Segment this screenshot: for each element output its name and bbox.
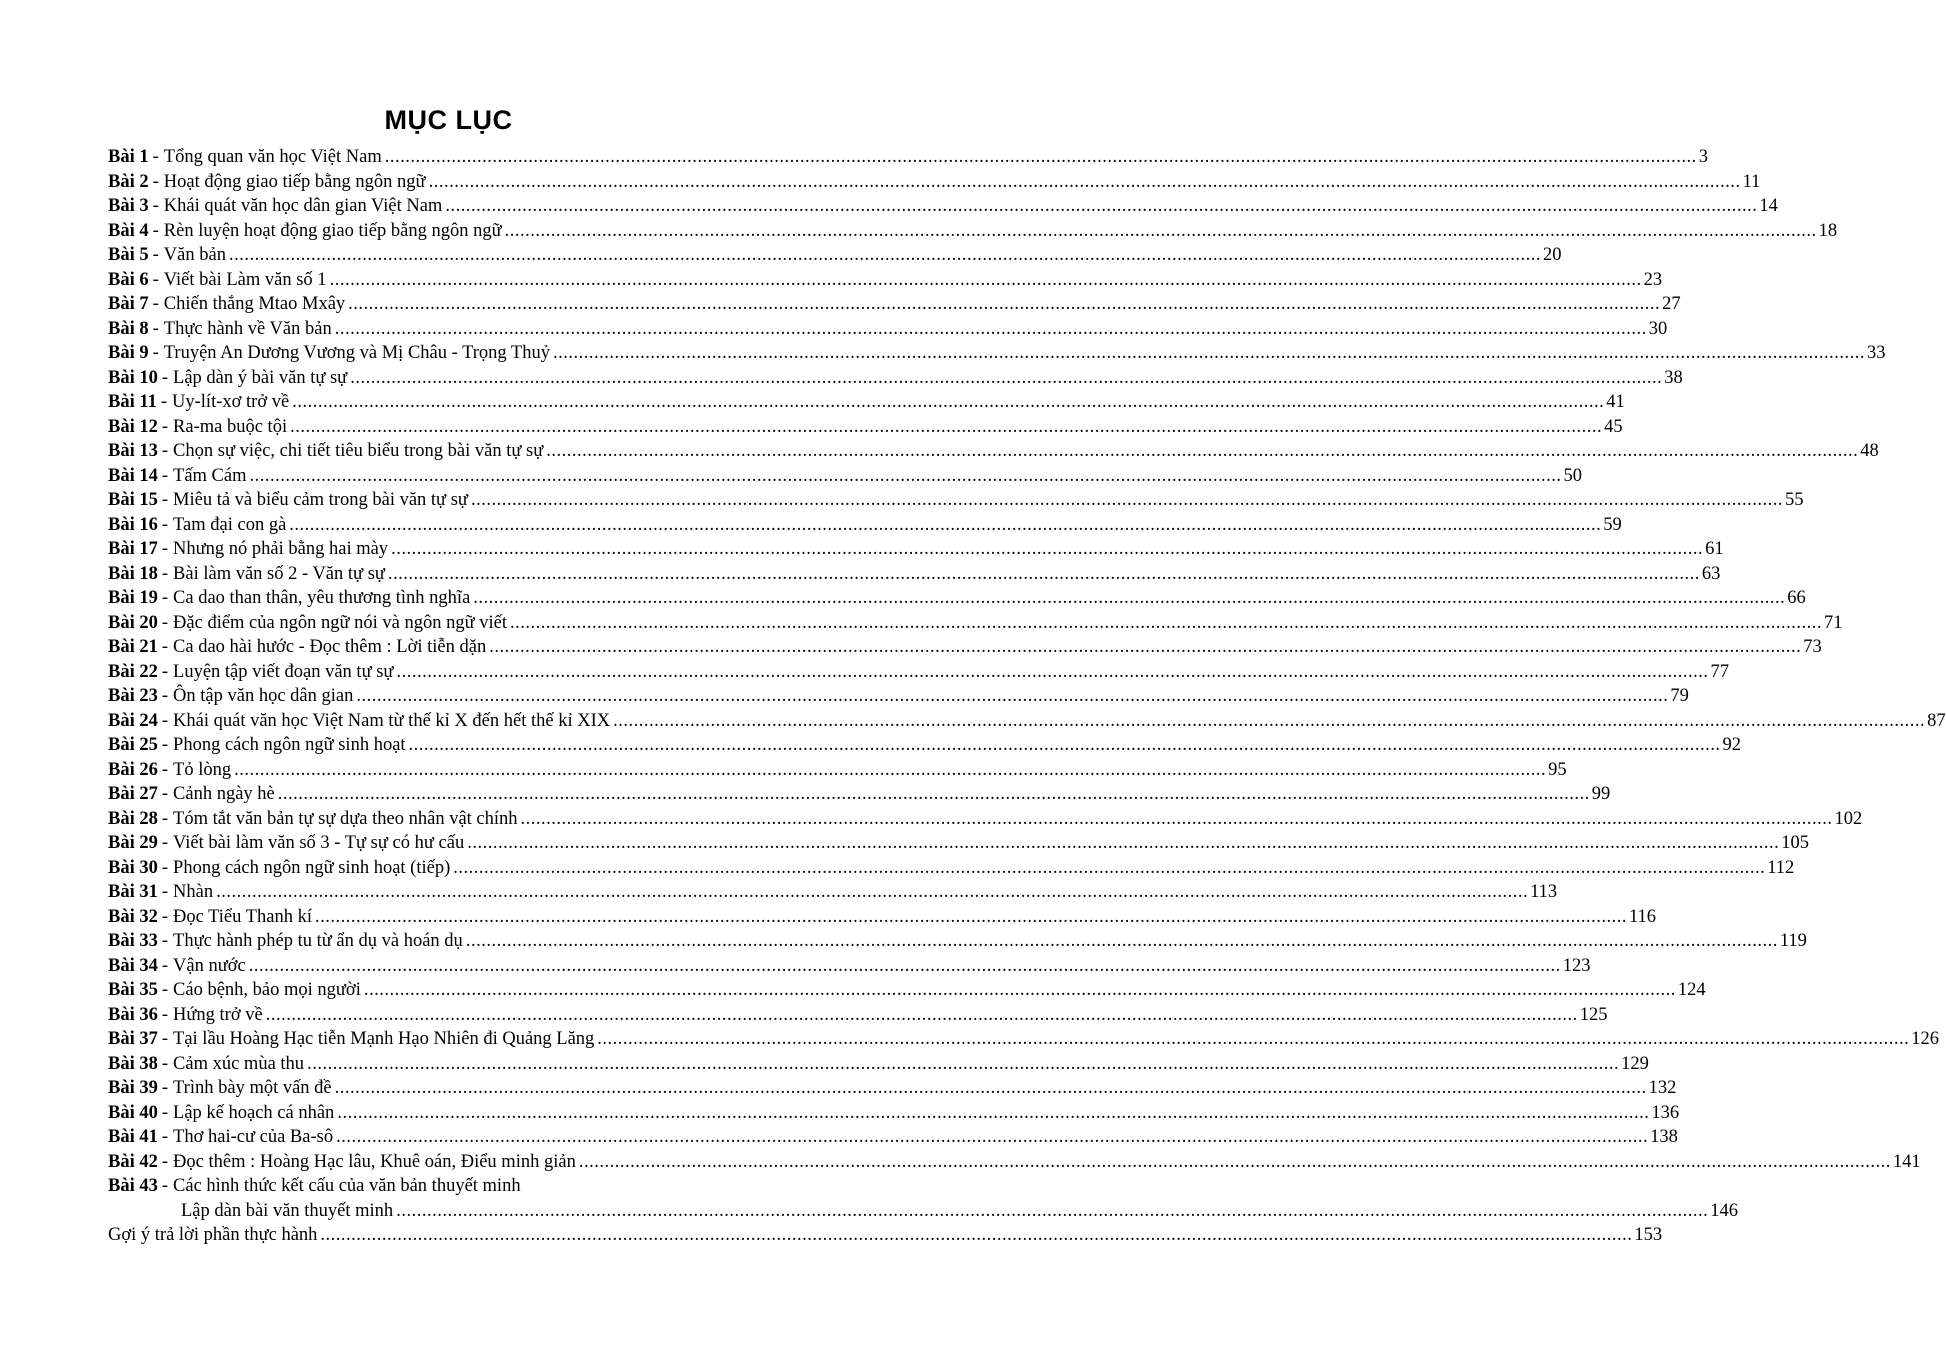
toc-leader-dots [320,1223,1632,1248]
toc-entry-page: 18 [1818,220,1838,241]
toc-leader-dots [289,513,1601,538]
toc-entry-title: Cáo bệnh, bảo mọi người [173,980,361,1000]
toc-entry-number: Bài 2 [108,171,149,192]
toc-leader-dots [396,1199,1708,1224]
toc-leader-dots [429,170,1741,195]
toc-entry-separator: - [152,196,159,216]
toc-entry-page: 138 [1650,1127,1678,1147]
toc-entry-number: Bài 3 [108,196,149,216]
toc-entry-page: 132 [1648,1078,1677,1098]
toc-entry-title: Chiến thắng Mtao Mxây [163,294,346,314]
toc-entry-title: Lập dàn ý bài văn tự sự [173,367,348,388]
toc-leader-dots [234,758,1546,783]
toc-entry-number: Bài 38 [108,1053,158,1074]
toc-entry [108,758,1567,783]
toc-entry [108,709,1946,734]
toc-entry-43 [108,1174,1738,1223]
toc-entry-number: Bài 40 [108,1102,158,1123]
toc-entry [108,390,1625,415]
toc-entry-title: Miêu tả và biểu cảm trong bài văn tự sự [173,490,468,510]
toc-entry-number: Bài 6 [108,269,149,290]
toc-entry-number: Bài 36 [108,1004,158,1025]
toc-leader-dots [250,464,1562,489]
toc-leader-dots [467,831,1779,856]
toc-leader-dots [385,145,1697,170]
toc-entry [108,366,1683,391]
toc-entry [108,1003,1608,1028]
toc-entry-separator: - [161,833,169,853]
toc-leader-dots [307,1052,1619,1077]
toc-entry-separator: - [161,931,169,951]
toc-leader-dots [409,733,1721,758]
toc-leader-dots [453,856,1765,881]
toc-entry-title: Rèn luyện hoạt động giao tiếp bằng ngôn ngữ [163,220,502,241]
toc-entry-page: 92 [1722,735,1742,755]
toc-entry-page: 123 [1562,955,1591,976]
toc-entry [108,807,1863,832]
toc-entry-page: 113 [1530,882,1558,902]
toc-entry-page: 129 [1621,1053,1649,1074]
toc-entry [108,170,1761,195]
toc-entry-number: Bài 11 [108,392,157,412]
toc-entry-separator: - [161,735,169,755]
toc-entry-number: Bài 35 [108,980,158,1000]
toc-leader-dots [336,1125,1648,1150]
toc-entry-title: Chọn sự việc, chi tiết tiêu biểu trong bài văn tự sự [173,441,544,461]
toc-entry-title: Ca dao hài hước - Đọc thêm : Lời tiễn dặn [173,637,487,657]
toc-entry-separator: - [161,465,169,486]
toc-entry-title: Uy-lít-xơ trở về [172,392,290,412]
toc-entry-title: Viết bài Làm văn số 1 [163,269,327,290]
toc-entry-title: Đọc Tiểu Thanh kí [173,906,312,927]
toc-entry-separator: - [161,906,169,927]
toc-entry-page: 3 [1698,147,1708,167]
toc-entry-title: Ôn tập văn học dân gian [173,686,354,706]
toc-leader-dots [292,390,1604,415]
toc-entry-number: Bài 37 [108,1029,158,1049]
toc-entry-number: Bài 5 [108,245,149,265]
toc-entry-page: 99 [1591,784,1611,804]
toc-entry-separator: - [161,441,169,461]
toc-entry-title: Viết bài làm văn số 3 - Tự sự có hư cấu [173,833,465,853]
toc-entry-title: Phong cách ngôn ngữ sinh hoạt [173,735,406,755]
toc-leader-dots [330,268,1642,293]
toc-entry-page: 146 [1710,1200,1738,1221]
toc-entry-separator: - [161,416,169,437]
toc-entry [108,1076,1677,1101]
toc-entry-title: Đặc điểm của ngôn ngữ nói và ngôn ngữ viết [173,612,507,633]
toc-entry-final [108,1223,1663,1248]
toc-entry [108,1101,1680,1126]
toc-leader-dots [348,292,1660,317]
toc-leader-dots [350,366,1662,391]
toc-entry-number: Bài 18 [108,563,158,584]
toc-entry-page: 38 [1664,367,1683,388]
toc-leader-dots [505,219,1817,244]
toc-entry-separator: - [161,1102,169,1123]
toc-entry-number: Bài 20 [108,612,158,633]
toc-entry-title: Gợi ý trả lời phần thực hành [108,1225,318,1245]
toc-leader-dots [290,415,1602,440]
toc-entry [108,831,1809,856]
toc-entry-separator: - [161,1004,169,1025]
toc-leader-dots [471,488,1783,513]
toc-entry-title: Khái quát văn học dân gian Việt Nam [163,196,443,216]
toc-entry [108,243,1562,268]
toc-entry-separator: - [161,1053,169,1074]
toc-entry-page: 102 [1834,808,1863,829]
toc-entry-separator: - [152,294,159,314]
toc-entry-number: Bài 9 [108,343,149,363]
toc-entry [108,292,1681,317]
toc-entry-separator: - [161,1029,169,1049]
toc-entry-page: 77 [1710,661,1729,682]
toc-entry-separator: - [161,1151,169,1172]
toc-entry [108,562,1721,587]
toc-leader-dots [553,341,1865,366]
toc-entry-number: Bài 24 [108,710,158,731]
toc-entry-page: 30 [1648,318,1668,339]
toc-entry [108,464,1582,489]
toc-leader-dots [489,635,1801,660]
toc-leader-dots [216,880,1528,905]
toc-entry-page: 61 [1705,539,1724,559]
toc-entry [108,856,1795,881]
toc-leader-dots [445,194,1757,219]
table-of-contents [108,145,1946,1248]
toc-entry-page: 125 [1579,1004,1608,1025]
toc-leader-dots [335,317,1647,342]
toc-entry-title: Bài làm văn số 2 - Văn tự sự [173,563,385,584]
toc-entry-title: Tấm Cám [173,465,247,486]
toc-entry [108,268,1663,293]
toc-entry-separator: - [161,539,169,559]
toc-entry-page: 50 [1563,465,1582,486]
toc-entry-title: Tổng quan văn học Việt Nam [163,147,382,167]
toc-entry-number: Bài 41 [108,1127,158,1147]
toc-entry-title: Ca dao than thân, yêu thương tình nghĩa [173,588,471,608]
toc-entry-number: Bài 10 [108,367,158,388]
toc-entry-page: 105 [1781,833,1809,853]
toc-entry-separator: - [161,514,169,535]
toc-entry [108,219,1838,244]
toc-entry-title: Các hình thức kết cấu của văn bản thuyết minh [173,1176,521,1196]
toc-entry [108,415,1623,440]
toc-entry [108,684,1689,709]
toc-entry [108,194,1778,219]
toc-entry-number: Bài 22 [108,661,158,682]
toc-leader-dots [337,1101,1649,1126]
toc-entry-number: Bài 21 [108,637,158,657]
toc-leader-dots [356,684,1668,709]
toc-entry-separator: - [161,857,169,878]
toc-entry-number: Bài 31 [108,882,158,902]
toc-entry-page: 66 [1787,588,1806,608]
toc-entry-separator: - [161,882,169,902]
toc-leader-dots [229,243,1541,268]
toc-entry-title: Phong cách ngôn ngữ sinh hoạt (tiếp) [173,857,451,878]
toc-entry-title: Cảm xúc mùa thu [173,1053,305,1074]
toc-entry-separator: - [161,759,169,780]
toc-entry [108,978,1706,1003]
toc-entry [108,1150,1921,1175]
toc-entry [108,733,1742,758]
toc-entry-separator: - [160,392,168,412]
toc-entry [108,611,1843,636]
toc-entry [108,929,1807,954]
toc-entry-number: Bài 17 [108,539,158,559]
toc-entry-number: Bài 16 [108,514,158,535]
toc-leader-dots [546,439,1858,464]
toc-entry-page: 48 [1860,441,1879,461]
toc-entry-title: Thơ hai-cư của Ba-sô [173,1127,334,1147]
toc-entry-title: Tam đại con gà [173,514,287,535]
toc-entry-separator: - [152,318,159,339]
toc-entry-title: Lập kế hoạch cá nhân [173,1102,335,1123]
toc-entry-number: Bài 15 [108,490,158,510]
toc-entry-title: Ra-ma buộc tội [173,416,288,437]
toc-entry [108,537,1724,562]
toc-entry [108,488,1804,513]
toc-leader-dots [597,1027,1909,1052]
toc-entry-separator: - [161,1078,169,1098]
toc-entry [108,145,1708,170]
toc-entry-title: Vận nước [173,955,246,976]
toc-entry-title: Tóm tắt văn bản tự sự dựa theo nhân vật chính [173,808,518,829]
toc-entry-title: Nhưng nó phải bằng hai mày [173,539,389,559]
toc-leader-dots [315,905,1627,930]
page-title: MỤC LỤC [384,105,513,135]
toc-entry-separator: - [161,808,169,829]
toc-leader-dots [396,660,1708,685]
toc-entry-separator: - [152,343,159,363]
toc-entry-title: Đọc thêm : Hoàng Hạc lâu, Khuê oán, Điểu minh giản [173,1151,576,1172]
toc-entry [108,660,1729,685]
toc-entry-page: 33 [1866,343,1886,363]
toc-entry-page: 87 [1927,710,1946,731]
toc-leader-dots [278,782,1590,807]
toc-leader-dots [249,954,1561,979]
toc-entry-separator: - [161,784,169,804]
toc-entry-page: 126 [1911,1029,1940,1049]
toc-entry-title: Luyện tập viết đoạn văn tự sự [173,661,394,682]
toc-entry [108,513,1622,538]
toc-entry-number: Bài 34 [108,955,158,976]
toc-entry-number: Bài 43 [108,1176,158,1196]
toc-entry-number: Bài 23 [108,686,158,706]
toc-entry-page: 41 [1606,392,1625,412]
toc-entry-number: Bài 32 [108,906,158,927]
toc-entry-separator: - [161,1176,169,1196]
toc-entry-page: 116 [1628,906,1657,927]
toc-entry-title: Thực hành phép tu từ ẩn dụ và hoán dụ [173,931,463,951]
toc-entry [108,905,1657,930]
toc-entry [108,1125,1678,1150]
toc-entry [108,317,1668,342]
toc-entry-title: Tỏ lòng [173,759,232,780]
toc-leader-dots [473,586,1785,611]
toc-entry-page: 59 [1603,514,1622,535]
toc-entry [108,782,1611,807]
toc-entry-page: 79 [1670,686,1689,706]
toc-leader-dots [391,537,1703,562]
toc-leader-dots [510,611,1822,636]
toc-entry-page: 45 [1604,416,1623,437]
toc-leader-dots [266,1003,1578,1028]
toc-entry-title: Văn bản [163,245,226,265]
toc-entry-number: Bài 30 [108,857,158,878]
toc-entry-number: Bài 33 [108,931,158,951]
toc-entry-title: Khái quát văn học Việt Nam từ thế kỉ X đến hết thế kỉ XIX [173,710,611,731]
toc-entry-page: 136 [1651,1102,1680,1123]
toc-leader-dots [521,807,1833,832]
toc-entry-separator: - [161,710,169,731]
toc-entry-separator: - [161,588,169,608]
toc-entry-title: Tại lầu Hoàng Hạc tiễn Mạnh Hạo Nhiên đi Quảng Lăng [173,1029,595,1049]
toc-entry [108,1052,1649,1077]
toc-entry [108,341,1886,366]
toc-entry [108,1027,1940,1052]
toc-entry-separator: - [161,637,169,657]
toc-entry-separator: - [161,955,169,976]
toc-entry-separator: - [152,171,159,192]
toc-entry-separator: - [152,245,159,265]
toc-leader-dots [335,1076,1647,1101]
toc-entry-separator: - [161,661,169,682]
toc-entry-title: Cảnh ngày hè [173,784,275,804]
toc-entry-number: Bài 7 [108,294,149,314]
toc-entry-page: 23 [1643,269,1663,290]
toc-entry-number: Bài 29 [108,833,158,853]
toc-entry-separator: - [152,220,159,241]
toc-entry-number: Bài 28 [108,808,158,829]
toc-entries [108,145,1946,1174]
toc-entry-title: Nhàn [173,882,214,902]
toc-entry-separator: - [161,612,169,633]
toc-leader-dots [466,929,1778,954]
toc-entry-number: Bài 39 [108,1078,158,1098]
toc-entry-separator: - [161,686,169,706]
toc-entry-page: 20 [1542,245,1562,265]
toc-entry-number: Bài 1 [108,147,149,167]
toc-entry-page: 55 [1784,490,1804,510]
toc-entry-page: 73 [1803,637,1822,657]
toc-entry-number: Bài 4 [108,220,149,241]
toc-entry [108,439,1879,464]
toc-entry [108,954,1591,979]
toc-entry-number: Bài 42 [108,1151,158,1172]
toc-entry-number: Bài 19 [108,588,158,608]
toc-entry-separator: - [161,980,169,1000]
toc-entry-number: Bài 14 [108,465,158,486]
toc-entry-separator: - [152,269,159,290]
toc-entry-page: 11 [1742,171,1761,192]
toc-entry [108,586,1806,611]
toc-entry-separator: - [161,367,169,388]
toc-leader-dots [364,978,1676,1003]
toc-entry-page: 95 [1548,759,1567,780]
toc-entry-page: 119 [1779,931,1807,951]
toc-entry-page: 27 [1662,294,1681,314]
toc-entry-page: 124 [1677,980,1706,1000]
toc-entry [108,635,1822,660]
toc-entry-page: 153 [1634,1225,1663,1245]
toc-entry-page: 141 [1892,1151,1921,1172]
toc-entry-separator: - [152,147,159,167]
toc-entry [108,880,1558,905]
toc-entry-title: Hoạt động giao tiếp bằng ngôn ngữ [163,171,426,192]
toc-entry-page: 112 [1767,857,1795,878]
toc-entry-separator: - [161,490,169,510]
toc-entry-number: Bài 12 [108,416,158,437]
toc-entry-page: 71 [1824,612,1843,633]
toc-entry-number: Bài 27 [108,784,158,804]
toc-entry-separator: - [161,1127,169,1147]
toc-entry-title-continued: Lập dàn bài văn thuyết minh [181,1200,394,1221]
toc-leader-dots [613,709,1925,734]
toc-entry-separator: - [161,563,169,584]
toc-entry-number: Bài 26 [108,759,158,780]
toc-entry-page: 14 [1759,196,1778,216]
toc-leader-dots [579,1150,1891,1175]
toc-entry-number: Bài 25 [108,735,158,755]
toc-entry-page: 63 [1701,563,1721,584]
toc-entry-title: Trình bày một vấn đề [173,1078,332,1098]
toc-entry-number: Bài 13 [108,441,158,461]
toc-entry-number: Bài 8 [108,318,149,339]
toc-entry-title: Hứng trở về [173,1004,263,1025]
toc-entry-title: Thực hành về Văn bản [163,318,332,339]
toc-leader-dots [388,562,1700,587]
toc-entry-title: Truyện An Dương Vương và Mị Châu - Trọng Thuỷ [163,343,550,363]
